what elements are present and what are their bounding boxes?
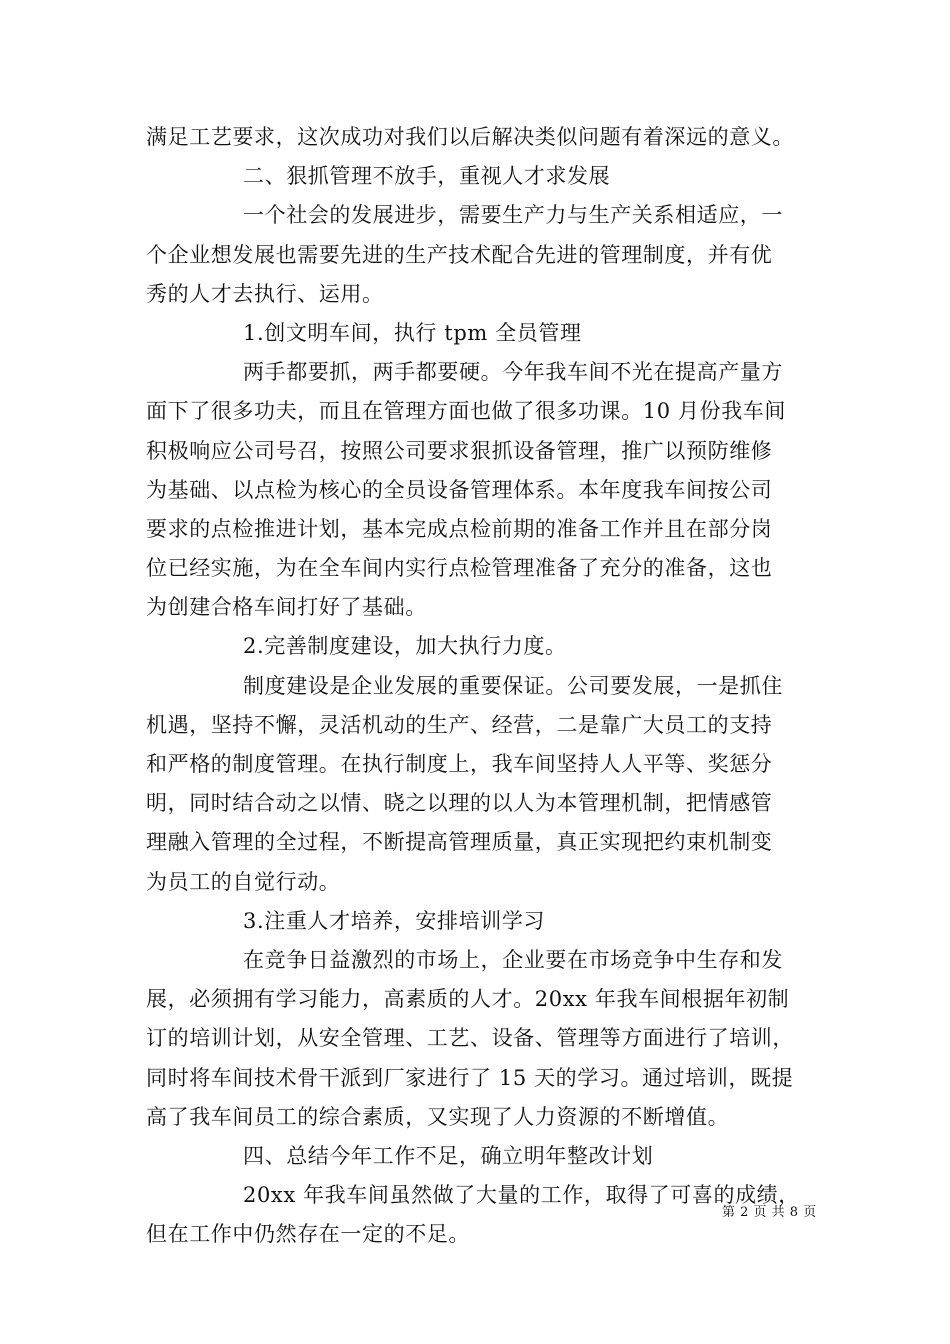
section-heading: 二、狠抓管理不放手，重视人才求发展 [243, 164, 611, 189]
document-body [146, 118, 818, 1254]
text-line: 位已经实施，为在全车间内实行点检管理准备了充分的准备，这也 [146, 556, 773, 581]
page-number: 第 2 页 共 8 页 [722, 1205, 817, 1220]
paragraph-start: 两手都要抓，两手都要硬。今年我车间不光在提高产量方 [243, 360, 783, 385]
text-line: 明，同时结合动之以情、晓之以理的以人为本管理机制，把情感管 [146, 791, 773, 816]
subsection-heading: 2.完善制度建设，加大执行力度。 [243, 634, 567, 659]
text-line: 和严格的制度管理。在执行制度上，我车间坚持人人平等、奖惩分 [146, 752, 773, 776]
text-line: 机遇，坚持不懈，灵活机动的生产、经营，二是靠广大员工的支持 [146, 712, 773, 737]
text-line: 但在工作中仍然存在一定的不足。 [146, 1222, 470, 1247]
paragraph-start: 20xx 年我车间虽然做了大量的工作，取得了可喜的成绩， [243, 1183, 800, 1208]
text-line: 要求的点检推进计划，基本完成点检前期的准备工作并且在部分岗 [146, 516, 773, 541]
subsection-heading: 3.注重人才培养，安排培训学习 [243, 908, 546, 933]
paragraph-start: 一个社会的发展进步，需要生产力与生产关系相适应，一 [243, 203, 783, 228]
text-line: 秀的人才去执行、运用。 [146, 281, 384, 306]
text-line: 为基础、以点检为核心的全员设备管理体系。本年度我车间按公司 [146, 477, 773, 502]
text-line: 面下了很多功夫，而且在管理方面也做了很多功课。10 月份我车间 [146, 399, 786, 424]
text-line: 同时将车间技术骨干派到厂家进行了 15 天的学习。通过培训，既提 [146, 1065, 794, 1090]
text-line: 高了我车间员工的综合素质，又实现了人力资源的不断增值。 [146, 1104, 730, 1129]
text-line: 个企业想发展也需要先进的生产技术配合先进的管理制度，并有优 [146, 242, 773, 267]
paragraph-start: 制度建设是企业发展的重要保证。公司要发展，一是抓住 [243, 673, 783, 698]
paragraph-start: 在竞争日益激烈的市场上，企业要在市场竞争中生存和发 [243, 947, 783, 972]
text-line: 理融入管理的全过程，不断提高管理质量，真正实现把约束机制变 [146, 830, 773, 855]
section-heading: 四、总结今年工作不足，确立明年整改计划 [243, 1143, 654, 1168]
text-line: 满足工艺要求，这次成功对我们以后解决类似问题有着深远的意义。 [146, 125, 794, 149]
text-line: 展，必须拥有学习能力，高素质的人才。20xx 年我车间根据年初制 [146, 987, 790, 1012]
subsection-heading: 1.创文明车间，执行 tpm 全员管理 [243, 320, 582, 345]
text-line: 为员工的自觉行动。 [146, 869, 341, 894]
text-line: 为创建合格车间打好了基础。 [146, 595, 427, 620]
text-line: 积极响应公司号召，按照公司要求狠抓设备管理，推广以预防维修 [146, 438, 773, 463]
text-line: 订的培训计划，从安全管理、工艺、设备、管理等方面进行了培训， [146, 1026, 794, 1051]
